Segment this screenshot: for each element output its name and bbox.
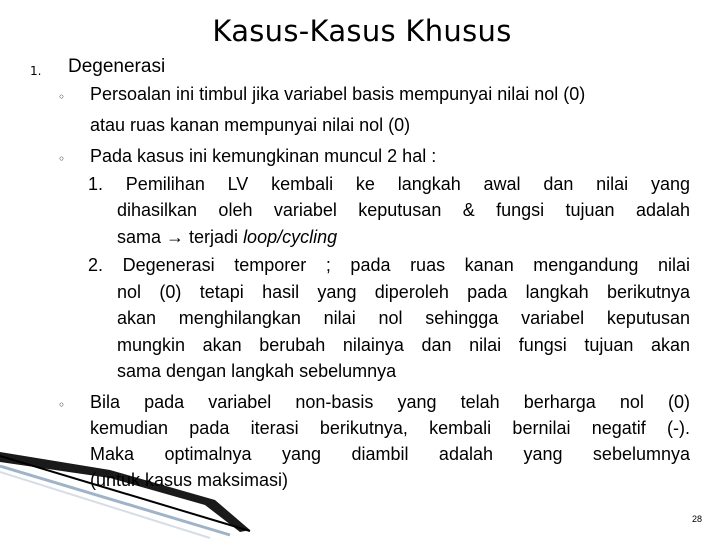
page-number: 28 (691, 514, 702, 524)
bullet-3-line-2: kemudian pada iterasi berikutnya, kembali bernilai negatif (-). (90, 418, 690, 438)
sub-item-1-text-c: loop/cycling (243, 227, 338, 247)
sub-item-2-line-2: nol (0) tetapi hasil yang diperoleh pada langkah berikutnya (117, 282, 690, 302)
bullet-marker: ◦ (58, 90, 66, 104)
bullet-marker: ◦ (58, 152, 66, 166)
bullet-3-line-4: (untuk kasus maksimasi) (90, 470, 289, 490)
bullet-1-line-2: atau ruas kanan mempunyai nilai nol (0) (90, 115, 411, 135)
sub-item-1-text-b: terjadi (184, 227, 244, 247)
sub-item-2-line-5: sama dengan langkah sebelumnya (117, 361, 397, 381)
slide-title: Kasus-Kasus Khusus (212, 14, 512, 48)
sub-item-1-line-1: 1. Pemilihan LV kembali ke langkah awal dan nilai yang (88, 174, 690, 194)
sub-item-1-text-a: sama (117, 227, 167, 247)
sub-item-1-line-3 (117, 227, 337, 248)
sub-item-2-line-1: 2. Degenerasi temporer ; pada ruas kanan mengandung nilai (88, 255, 690, 275)
bullet-marker: ◦ (58, 398, 66, 412)
bullet-2-line-1: Pada kasus ini kemungkinan muncul 2 hal : (90, 146, 437, 166)
sub-item-2-line-4: mungkin akan berubah nilainya dan nilai fungsi tujuan akan (117, 335, 690, 355)
section-heading: Degenerasi (68, 56, 166, 77)
sub-item-1-line-2: dihasilkan oleh variabel keputusan & fungsi tujuan adalah (117, 200, 690, 220)
sub-item-2-line-3: akan menghilangkan nilai nol sehingga variabel keputusan (117, 308, 690, 328)
list-number: 1. (30, 64, 42, 78)
right-arrow-icon: → (166, 227, 185, 247)
bullet-1-line-1: Persoalan ini timbul jika variabel basis mempunyai nilai nol (0) (90, 84, 586, 104)
bullet-3-line-3: Maka optimalnya yang diambil adalah yang sebelumnya (90, 444, 690, 464)
bullet-3-line-1: Bila pada variabel non-basis yang telah berharga nol (0) (90, 392, 690, 412)
